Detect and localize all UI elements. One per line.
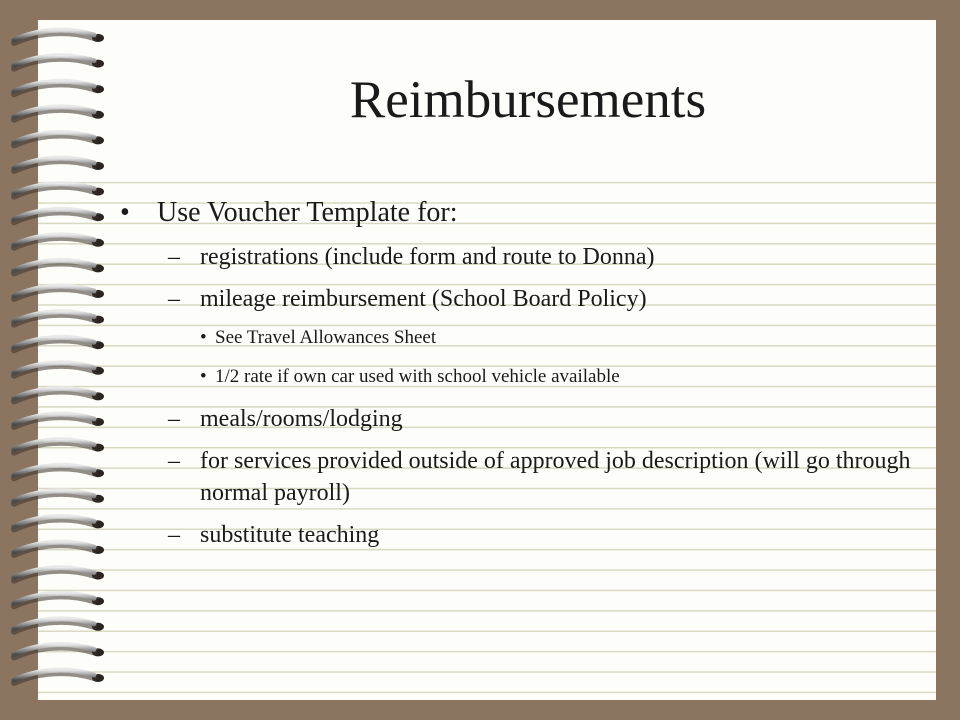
list-item-text: meals/rooms/lodging (200, 406, 403, 432)
spiral-coil (14, 286, 104, 299)
spiral-coil (14, 619, 104, 632)
list-item (120, 241, 920, 273)
spiral-coil (14, 440, 104, 453)
small-bullet-mark: • (200, 327, 207, 348)
spiral-coil (14, 465, 104, 478)
slide-title: Reimbursements (349, 71, 707, 129)
list-item-text: mileage reimbursement (School Board Policy) (200, 286, 647, 312)
spiral-coil (14, 389, 104, 402)
spiral-coil (14, 209, 104, 222)
spiral-coil (14, 30, 104, 43)
spiral-coil (14, 593, 104, 606)
spiral-coil (14, 312, 104, 325)
dash-mark: – (168, 286, 180, 312)
spiral-coil (14, 184, 104, 197)
spiral-coil (14, 363, 104, 376)
dash-mark: – (168, 406, 180, 432)
spiral-binding-icon (8, 26, 108, 696)
bullet-mark: • (120, 197, 130, 228)
spiral-coil (14, 568, 104, 581)
list-item (120, 519, 920, 551)
spiral-coil (14, 517, 104, 530)
dash-mark: – (168, 522, 180, 548)
spiral-coil (14, 337, 104, 350)
spiral-coil (14, 414, 104, 427)
spiral-coil (14, 261, 104, 274)
dash-mark: – (168, 244, 180, 270)
spiral-coil (14, 645, 104, 658)
sub-list-item-text: 1/2 rate if own car used with school vehicle available (215, 366, 620, 387)
bullet-text: Use Voucher Template for: (157, 197, 458, 228)
sub-list-item-text: See Travel Allowances Sheet (215, 327, 437, 348)
spiral-coil (14, 670, 104, 683)
list-item-text: registrations (include form and route to Donna) (200, 244, 655, 270)
spiral-coil (14, 542, 104, 555)
spiral-coil (14, 158, 104, 171)
small-bullet-mark: • (200, 366, 207, 387)
list-item (120, 445, 920, 509)
list-item-text: substitute teaching (200, 522, 380, 548)
list-item-text: for services provided outside of approved job description (will go through normal payroll) (200, 448, 911, 506)
spiral-coil (14, 491, 104, 504)
spiral-coil (14, 107, 104, 120)
spiral-coil (14, 81, 104, 94)
spiral-coil (14, 133, 104, 146)
dash-mark: – (168, 448, 180, 474)
list-item (120, 283, 920, 315)
bullet-item (120, 195, 920, 231)
spiral-coil (14, 235, 104, 248)
spiral-coil (14, 56, 104, 69)
list-item (120, 403, 920, 435)
sub-list-item (120, 364, 920, 390)
sub-list-item (120, 325, 920, 351)
slide-content (120, 195, 920, 561)
